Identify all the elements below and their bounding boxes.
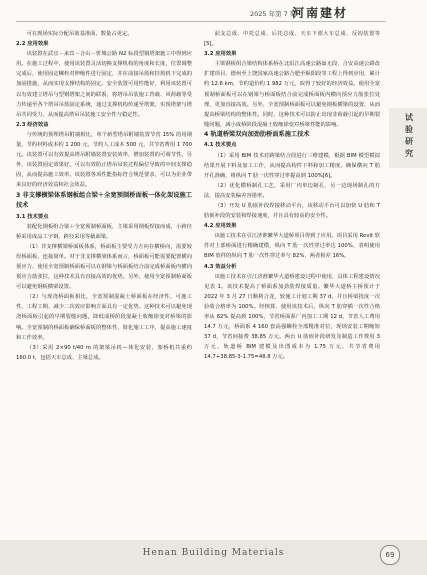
section-heading: 3.1 技术要点 xyxy=(16,213,49,220)
paragraph: （2）优化横桥制孔工艺，采用厂内单边制孔、另一边现场制孔的方法，提高安装偏差容错率。 xyxy=(204,182,380,199)
paragraph: 该装置在武宜－来宾－合山－忻城公路 N2 标段型钢塔架施工中得到应用。在施工过程中，使用该装置灵活切换支撑机构的角度和长度，位置调整完成后，使用固定螺栓对伸缩件进行固定，并在前接吊篮和挂篮机下完成的加固措施，从而实现支撑结构的固定。安全装置可用性能好，利用该装置可以有效建立塔吊与型钢塔架之间的联系，将塔吊吊装施工背载、风荷载等受力传递至各个塔吊吊篮固定系统，通过支撑机构传递至塔架，实现塔架与塔吊共同受力，从而提高塔吊吊装施工安全性与稳定性。 xyxy=(16,51,192,118)
section-heading: 3.2 应用效果 xyxy=(204,51,237,58)
section-label: 试验研究 xyxy=(405,113,413,158)
paragraph: （2）与现浇桥面板相比，全宽预制混凝土桥面板在经济性、可施工性、工程工期、减少二次效应影响方面具有一定优势。这种技术可以避免现浇桥面板引起的早期裂缝问题，降低成桥阶段混凝土收缩徐变对桥梁的影响。全宽预制的桥面板确保桥面板的整体性，简化施工工序，提高施工速度和工作效率。 xyxy=(16,294,192,341)
issue-label: 2025 年第 7 期 xyxy=(250,10,297,18)
section-heading: 4.2 应用效果 xyxy=(204,223,237,230)
section-heading: 4.3 效益分析 xyxy=(204,263,237,270)
paragraph: 与传统的预埋塔吊附墙相比，单个新型塔吊附墙装置节省 15% 的用钢量，节约材料成本约 1 200 元，节约人工成本 500 元，共节省费用 1 700 元。该装置可以有效提高塔吊附墙装置安装效率，增加装置的可调节性。另外，该装置固定效果好，可以有效防止塔吊吊装过程偏位导致的中间支撑稳固，从而提高施工效率。该装置各项性能指标符合规范要求，可以为企业带来良好的经济效益和社会效益。 xyxy=(16,131,192,189)
right-column xyxy=(204,29,380,363)
section-heading: 2.2 应用效果 xyxy=(16,41,49,48)
paragraph: （1）采用 BIM 技术对跨梁结合段进行三维建模，根据 BIM 模型模拟结果开展下料及加工工作，从而提高构件下料和加工精度，确保横向 T 肋开孔准确，将纵向 T 肋一次性穿过率提高到 100%[6]。 xyxy=(204,152,380,179)
paragraph: 装配化钢板组合梁＋全宽预制桥面板，主梁采用钢板焊接而成，小跨径桥采用成品工字钢，跨径采用等截面梁。 xyxy=(16,223,192,240)
section-heading: 4 轨道桥梁双向加劲肋桥面系施工技术 xyxy=(204,130,310,138)
paragraph: 该施工技术在引江济淮繁华大道桥建设过程中使用，具体工程建设情况见表 1。该技术提高了桥面系加劲肋焊接质量。繁华大道桥主桥预计于 2022 年 3 月 27 日顺利合龙，较施工计划工期 37 d，并且桥梁扰度一次验收合格率为 100%。经核算，使用该技术后，纵向 T 肋穿插一次性合格率从 82% 提高到 100%，节省桥面系厂内加工工期 12 d，节省人工费用 14.7 万元，桥面系 4 160 套高强螺栓全部精准对位，现场安装工期缩短 37 d，节省间接费 38.85 万元。两台 U 肋嵌补段研发及制造工作费用 3 万元，轨道桥 BIM 建模及出图成本为 1.75 万元，共节省费用 14.7+38.85-3-1.75=48.8 万元。 xyxy=(204,273,380,361)
paragraph: 该施工技术在引江济淮繁华大道桥项目得到了应用。项目采用 Revit 软件对上部桥面进行精确建模，纵向 T 肋一次性穿过率达 100%，表明使用 BIM 放样的纵向 T 肋一次性穿过率与 82%，两者相差 16%。 xyxy=(204,233,380,260)
header-divider xyxy=(16,21,386,22)
page-number: 69 xyxy=(380,545,400,565)
footer-journal-name: Henan Building Materials xyxy=(142,548,285,558)
page-header xyxy=(0,0,427,30)
section-heading: 3 非支撑横梁体系钢板组合梁＋全宽预制桥面板一体化架设施工技术 xyxy=(16,191,192,209)
left-column xyxy=(16,29,192,363)
paragraph: 前支总成、中托总成、后托总成、天车下部大车总成、反钩装置等[5]。 xyxy=(204,31,380,48)
paragraph: （1）非支撑横梁桥面板体系，桥面板主要受力方向在横桥向，需要较厚桥面板，连接简单。对于非支撑横梁体系而言，桥面板可能需要配置横向预应力，使用全宽预制桥面板可以在钢梁与桥面板结合前完成桥面板内横向预应力筋张拉，这种技术具有直接高效的优势。另外，使用全宽预制桥面板可以避免钢板横梁设置。 xyxy=(16,243,192,291)
section-side-tab xyxy=(389,108,427,168)
paragraph: 主梁钢板组合梁结构体系桥在北沿江高速公路巢无段、合安高速公路改扩建项目、德州至上饶国家高速公路合肥至枞阳段等工程上得到应用，累计约 12.6 km，节约造价约 1 982 万元，取得了较好的经济效益。使用全宽预制桥面板可以在钢梁与桥面板结合前完成桥面板内横向预应力筋张拉处理，更加直接高效。另外，全宽预制桥面板可以避免钢板横梁的设置，从而提高桥梁结构的整体性。同时，这种技术可以防止出现非荷载引起的早期裂缝问题，减小成桥阶段混凝土收缩徐变对桥梁性能的影响。 xyxy=(204,61,380,128)
paragraph: （3）开发 U 肋嵌补段焊接移动平台，该移动平台可以加快 U 肋和 T 肋嵌补段的安装和焊接速度，并且具有较高的安全性。 xyxy=(204,203,380,220)
paragraph: （3）采用 2×90 t/40 m 的架梁吊机—体化安装，架桥机共重约 160.0 t，包括天车总成、主梁总成。 xyxy=(16,344,192,361)
paragraph: 可在现场实际分配吊篮基准面，数量占更定。 xyxy=(26,31,133,37)
journal-title: 河南建材 xyxy=(292,6,349,20)
section-heading: 4.1 技术要点 xyxy=(204,142,237,149)
section-heading: 2.3 经济效益 xyxy=(16,121,49,128)
